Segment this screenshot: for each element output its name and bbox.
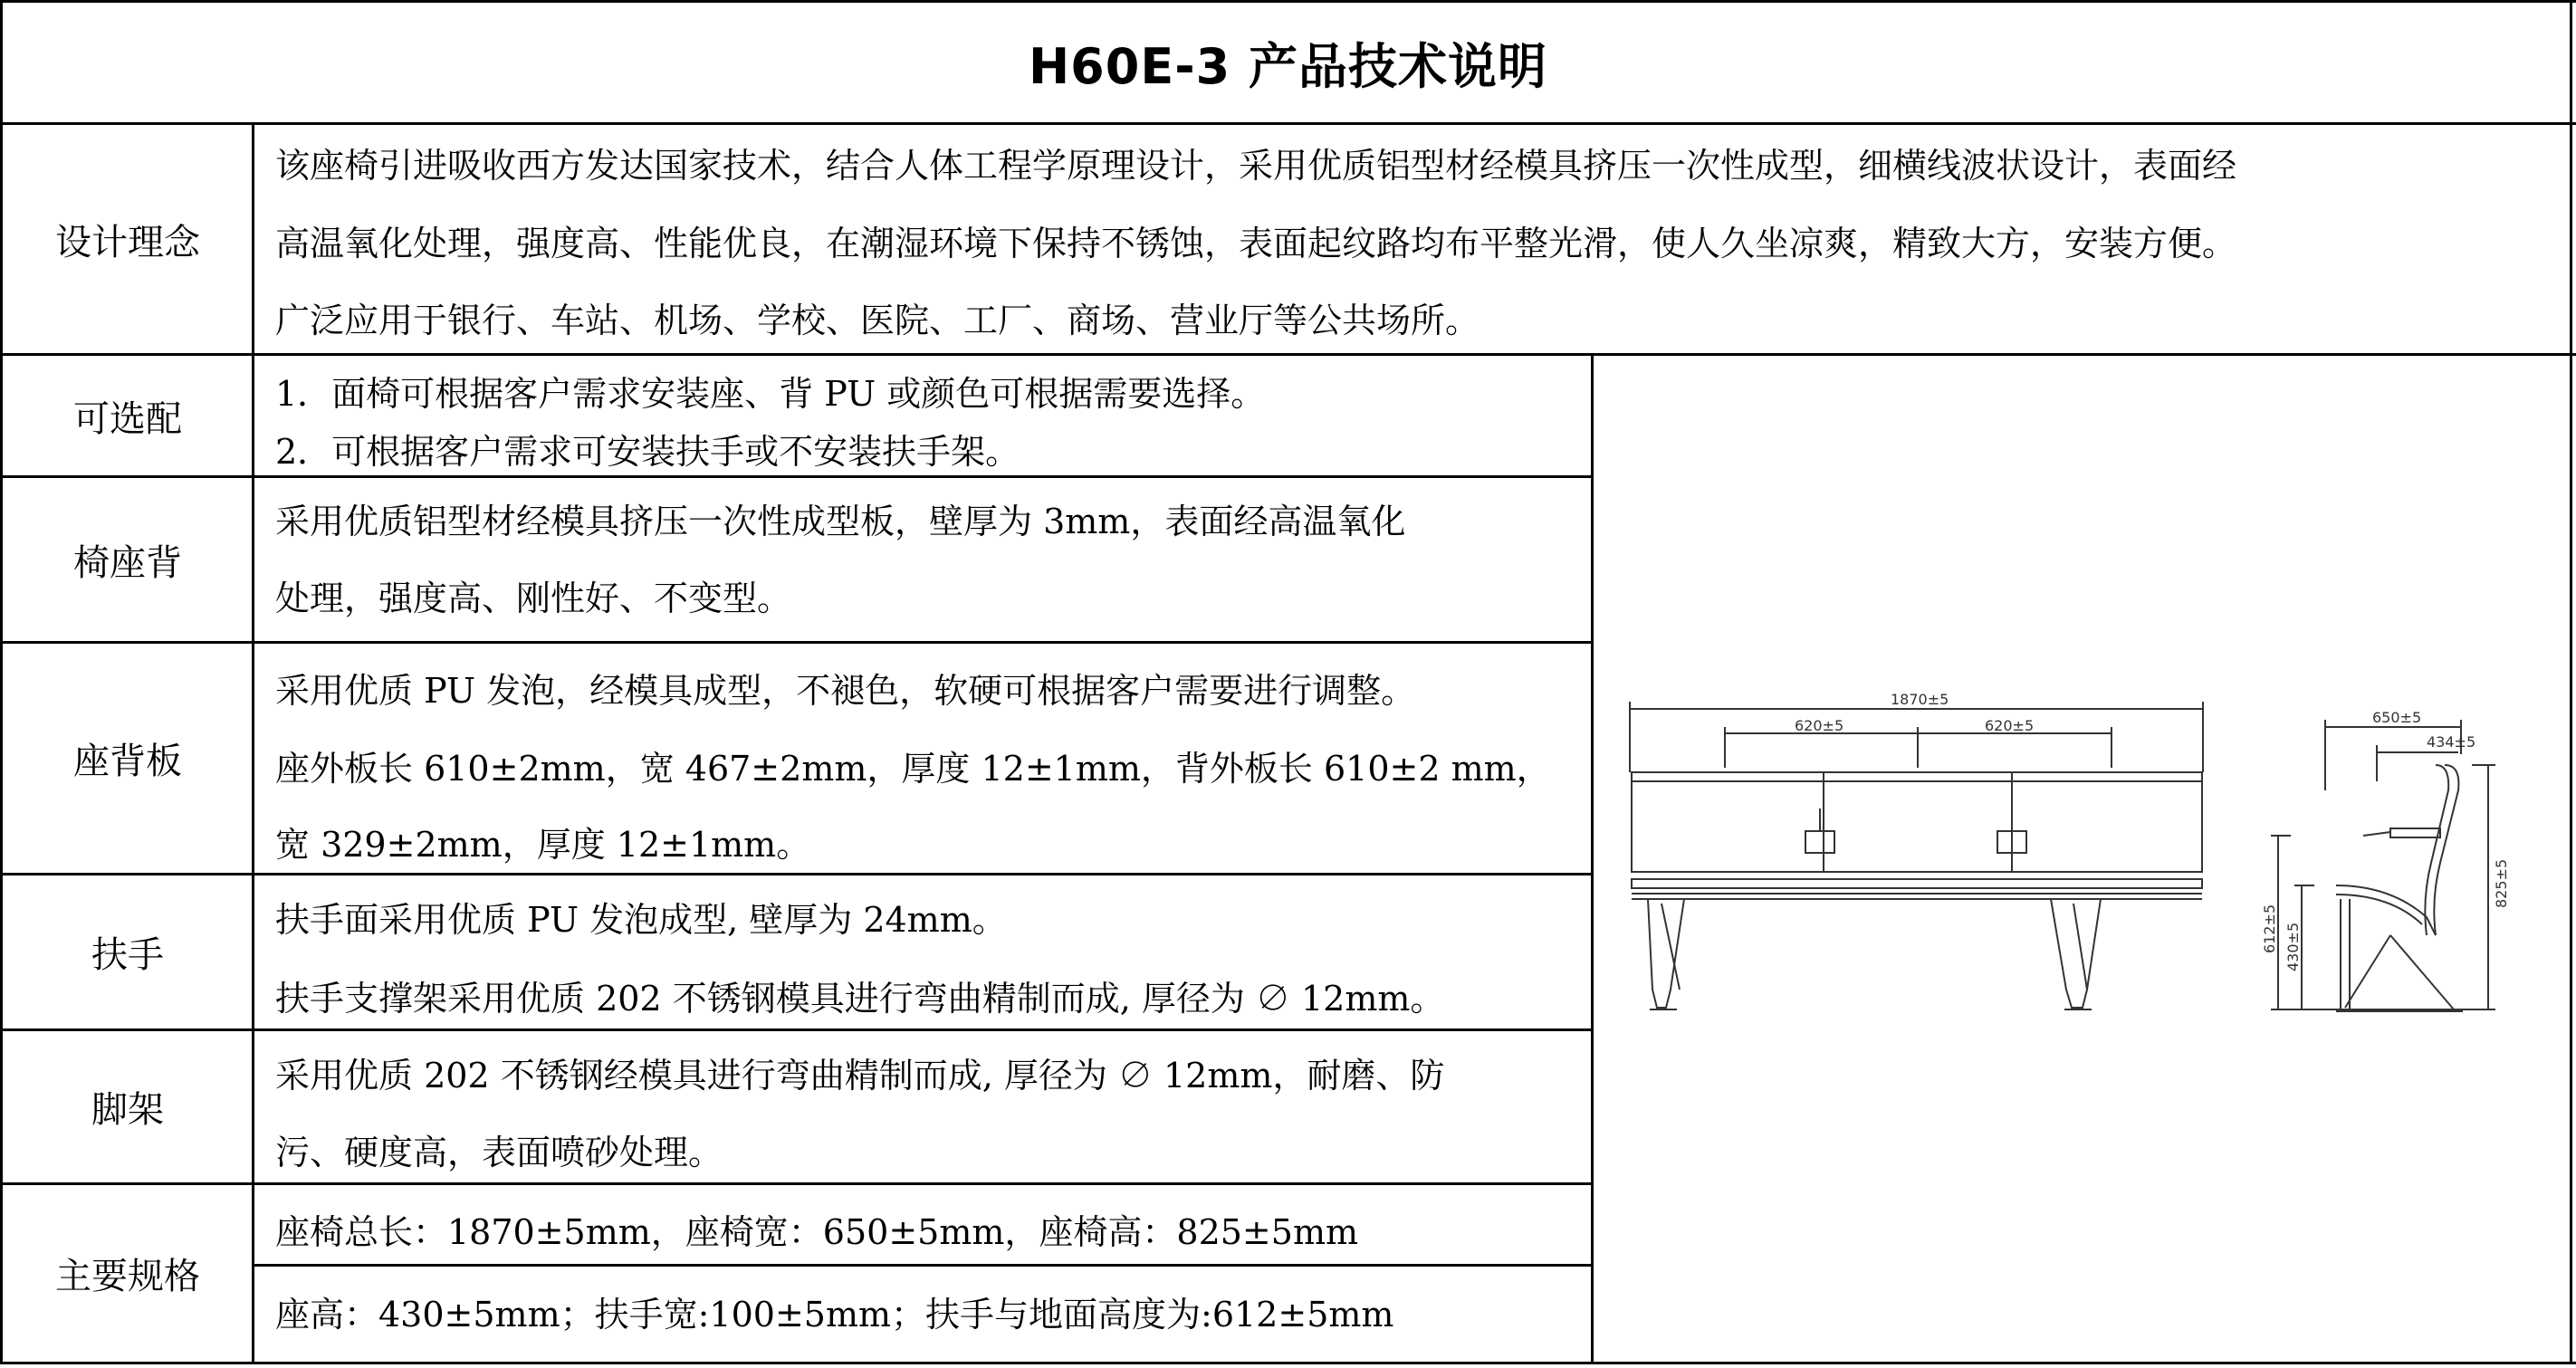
legs-line-2: 污、硬度高，表面喷砂处理。 [275, 1133, 723, 1172]
border-right [2570, 0, 2572, 1364]
specs-line-2: 座高：430±5mm；扶手宽:100±5mm；扶手与地面高度为:612±5mm [275, 1295, 1394, 1335]
seat-board-line-3: 宽 329±2mm，厚度 12±1mm。 [275, 825, 811, 865]
dim-height: 825±5 [2493, 858, 2510, 908]
specs-line-1: 座椅总长：1870±5mm，座椅宽：650±5mm，座椅高：825±5mm [275, 1212, 1359, 1252]
seat-board-line-2: 座外板长 610±2mm，宽 467±2mm，厚度 12±1mm，背外板长 610±2 mm， [275, 749, 1551, 789]
dim-seat-depth: 434±5 [2427, 733, 2476, 751]
seat-back-line-1: 采用优质铝型材经模具挤压一次性成型板，壁厚为 3mm，表面经高温氧化 [275, 502, 1406, 541]
design-line-3: 广泛应用于银行、车站、机场、学校、医院、工厂、商场、营业厅等公共场所。 [275, 301, 1480, 340]
dim-depth: 650±5 [2372, 709, 2422, 726]
label-seat-back: 椅座背 [73, 541, 182, 584]
dim-total: 1870±5 [1891, 691, 1949, 708]
side-view [2271, 720, 2495, 1011]
divider-specs-inner [253, 1264, 1594, 1267]
design-line-1: 该座椅引进吸收西方发达国家技术，结合人体工程学原理设计，采用优质铝型材经模具挤压一次性成型，细横线波状设计，表面经 [275, 146, 2237, 186]
options-line-1: 1．面椅可根据客户需求安装座、背 PU 或颜色可根据需要选择。 [275, 374, 1266, 414]
drawing-cell [1594, 356, 2570, 1362]
options-line-2: 2．可根据客户需求可安装扶手或不安装扶手架。 [275, 432, 1020, 472]
dim-seat-height: 430±5 [2284, 922, 2302, 971]
design-line-2: 高温氧化处理，强度高、性能优良，在潮湿环境下保持不锈蚀，表面起纹路均布平整光滑，使人久坐凉爽，精致大方，安装方便。 [275, 224, 2237, 263]
label-legs: 脚架 [91, 1089, 164, 1131]
dim-seat-left: 620±5 [1795, 717, 1844, 734]
seat-back-line-2: 处理，强度高、刚性好、不变型。 [275, 579, 792, 618]
dim-seat-right: 620±5 [1985, 717, 2035, 734]
armrest-line-2: 扶手支撑架采用优质 202 不锈钢模具进行弯曲精制而成, 厚径为 ∅ 12mm。 [275, 979, 1445, 1019]
label-options: 可选配 [73, 397, 182, 440]
page-title: H60E-3 产品技术说明 [1028, 37, 1547, 95]
armrest-line-1: 扶手面采用优质 PU 发泡成型, 壁厚为 24mm。 [275, 900, 1007, 940]
bench-drawing [1594, 356, 2570, 1362]
dim-arm-height: 612±5 [2261, 904, 2278, 953]
seat-board-line-1: 采用优质 PU 发泡，经模具成型，不褪色，软硬可根据客户需要进行调整。 [275, 671, 1416, 711]
label-seat-board: 座背板 [73, 741, 182, 782]
label-design: 设计理念 [55, 221, 200, 263]
label-armrest: 扶手 [91, 934, 164, 976]
border-bottom [0, 1362, 2576, 1364]
front-view [1630, 702, 2203, 1009]
label-specs: 主要规格 [55, 1256, 200, 1297]
legs-line-1: 采用优质 202 不锈钢经模具进行弯曲精制而成, 厚径为 ∅ 12mm，耐磨、防 [275, 1056, 1445, 1095]
